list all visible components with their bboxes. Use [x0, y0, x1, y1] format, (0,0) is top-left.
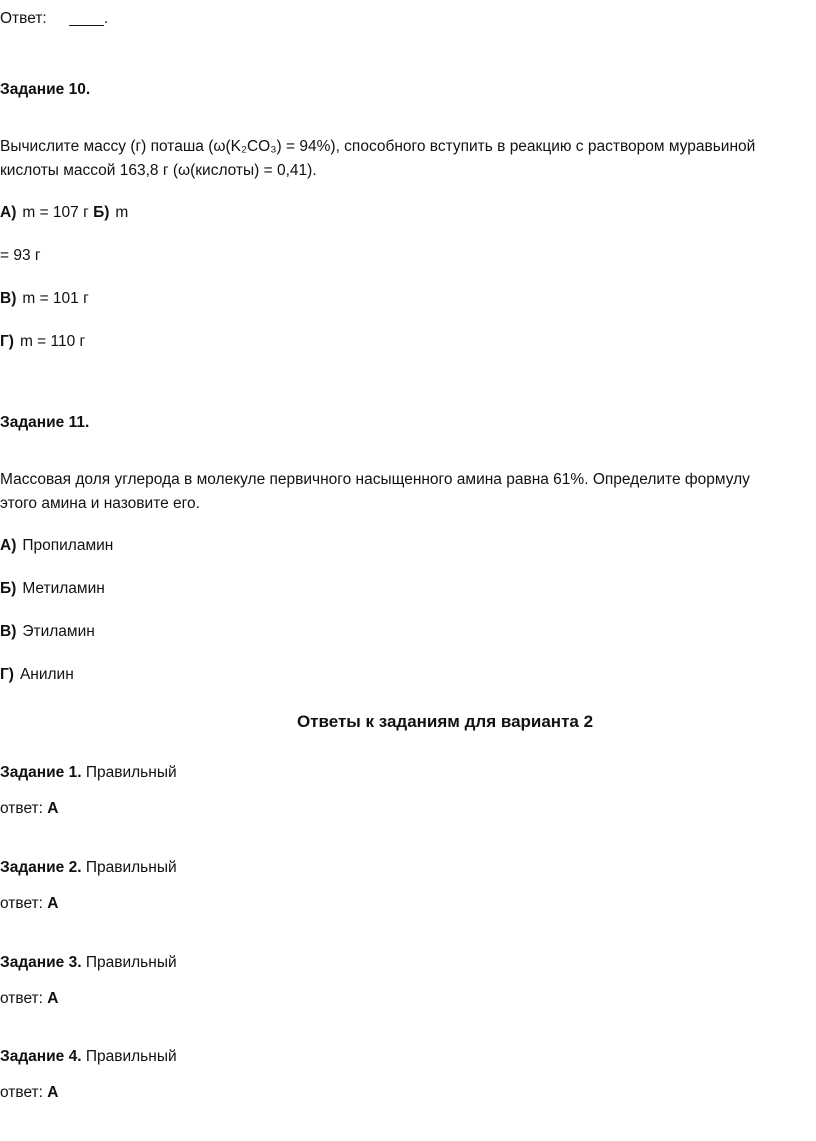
answer-correct: Правильный — [85, 954, 177, 971]
answer-task: Задание 2. — [0, 859, 82, 876]
answer-task-line — [0, 1046, 177, 1068]
option-d-label: Г) — [0, 333, 14, 350]
option-text: Метиламин — [22, 580, 105, 597]
option-d-text: m = 110 г — [19, 333, 86, 350]
answer-task: Задание 1. — [0, 764, 82, 781]
answer-task-line — [0, 952, 177, 974]
task11-text-line1: Массовая доля углерода в молекуле первичного насыщенного амина равна 61%. Определите формулу — [0, 471, 750, 488]
answer-task: Задание 3. — [0, 954, 82, 971]
answer-label: ответ: — [0, 895, 43, 912]
option-a-text: m = 107 г — [22, 204, 89, 221]
answer-value: А — [47, 1084, 59, 1101]
task11-text-line2: этого амина и назовите его. — [0, 495, 200, 512]
task10-option-d — [0, 331, 85, 353]
answer-value: А — [47, 990, 59, 1007]
option-b-label: Б) — [93, 204, 110, 221]
answers-heading: Ответы к заданиям для варианта 2 — [296, 712, 594, 731]
option-b-text-part1: m — [115, 204, 129, 221]
answer-value-line — [0, 798, 58, 820]
answer-correct: Правильный — [85, 764, 177, 781]
option-a-label: А) — [0, 204, 17, 221]
answer-task-line — [0, 762, 177, 784]
task11-option-c — [0, 621, 95, 643]
answer-task: Задание 4. — [0, 1048, 82, 1065]
task11-option-b — [0, 578, 105, 600]
option-label: А) — [0, 537, 17, 554]
task10-text-line1: Вычислите массу (г) поташа (ω(K₂CO₃) = 94%), способного вступить в реакцию с раствором муравьиной — [0, 138, 756, 155]
task10-option-a-b — [0, 202, 128, 224]
answer-value-line — [0, 893, 58, 915]
option-b-text-part2: = 93 г — [0, 247, 41, 264]
answer-correct: Правильный — [85, 1048, 177, 1065]
task10-text-line2: кислоты массой 163,8 г (ω(кислоты) = 0,41). — [0, 162, 317, 179]
task10-option-c — [0, 288, 89, 310]
answer-task-line — [0, 857, 177, 879]
option-c-text: m = 101 г — [22, 290, 89, 307]
top-answer-line — [0, 8, 108, 30]
option-label: В) — [0, 623, 17, 640]
option-label: Б) — [0, 580, 17, 597]
answer-value-line — [0, 988, 58, 1010]
option-text: Этиламин — [22, 623, 95, 640]
answer-value: А — [47, 895, 59, 912]
task11-option-a — [0, 535, 113, 557]
option-text: Анилин — [19, 666, 74, 683]
answer-value-line — [0, 1082, 58, 1104]
answer-label: ответ: — [0, 1084, 43, 1101]
answer-label: ответ: — [0, 990, 43, 1007]
option-c-label: В) — [0, 290, 17, 307]
answer-blank: ____. — [69, 10, 109, 27]
answer-label: ответ: — [0, 800, 43, 817]
task10-heading: Задание 10. — [0, 81, 91, 98]
option-label: Г) — [0, 666, 14, 683]
task11-option-d — [0, 664, 74, 686]
answer-value: А — [47, 800, 59, 817]
answer-correct: Правильный — [85, 859, 177, 876]
answer-label: Ответ: — [0, 10, 47, 27]
option-text: Пропиламин — [22, 537, 114, 554]
task11-heading: Задание 11. — [0, 414, 90, 431]
